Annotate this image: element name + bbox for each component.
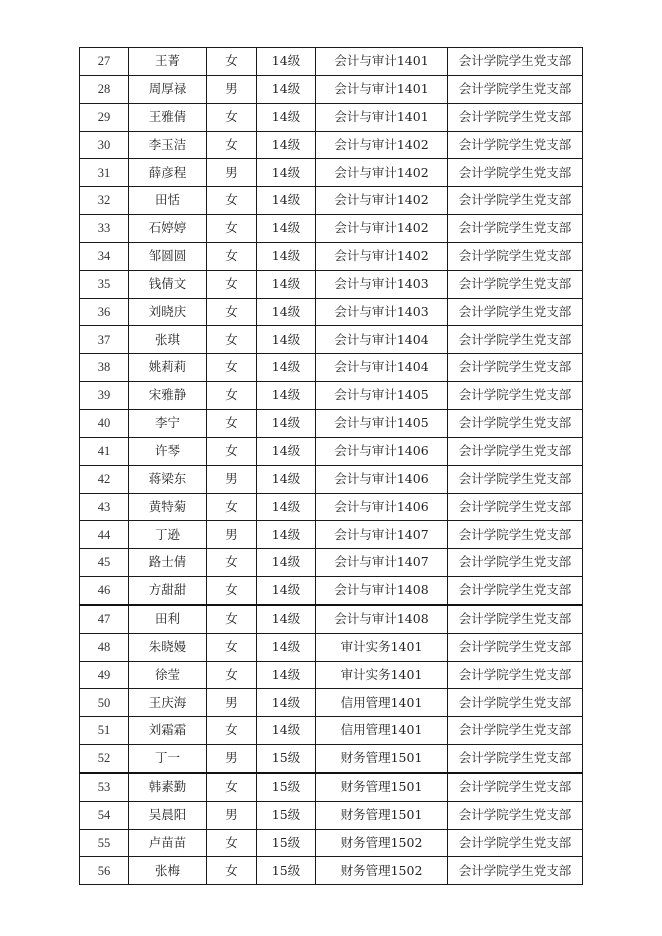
cell-gender: 男: [207, 159, 257, 187]
cell-gender: 男: [207, 465, 257, 493]
cell-gender: 男: [207, 689, 257, 717]
cell-grade: 14级: [257, 549, 316, 577]
cell-gender: 女: [207, 605, 257, 633]
cell-number: 52: [80, 745, 129, 773]
cell-number: 40: [80, 409, 129, 437]
cell-branch: 会计学院学生党支部: [448, 521, 583, 549]
cell-grade: 14级: [257, 103, 316, 131]
cell-class: 会计与审计1403: [316, 298, 448, 326]
cell-grade: 14级: [257, 75, 316, 103]
cell-number: 44: [80, 521, 129, 549]
cell-gender: 女: [207, 493, 257, 521]
cell-class: 财务管理1501: [316, 745, 448, 773]
cell-name: 徐莹: [129, 661, 207, 689]
cell-class: 会计与审计1401: [316, 103, 448, 131]
table-row: [80, 159, 583, 187]
cell-number: 56: [80, 857, 129, 885]
table-row: [80, 661, 583, 689]
cell-class: 会计与审计1402: [316, 215, 448, 243]
cell-gender: 女: [207, 577, 257, 605]
cell-class: 会计与审计1408: [316, 577, 448, 605]
table-row: [80, 131, 583, 159]
cell-class: 财务管理1502: [316, 857, 448, 885]
cell-gender: 女: [207, 773, 257, 801]
cell-grade: 14级: [257, 215, 316, 243]
cell-name: 薛彦程: [129, 159, 207, 187]
cell-class: 会计与审计1404: [316, 354, 448, 382]
cell-branch: 会计学院学生党支部: [448, 48, 583, 76]
cell-name: 方甜甜: [129, 577, 207, 605]
cell-grade: 14级: [257, 187, 316, 215]
cell-grade: 15级: [257, 829, 316, 857]
cell-grade: 14级: [257, 689, 316, 717]
cell-name: 李宁: [129, 409, 207, 437]
cell-branch: 会计学院学生党支部: [448, 857, 583, 885]
cell-branch: 会计学院学生党支部: [448, 745, 583, 773]
table-row: [80, 270, 583, 298]
cell-gender: 女: [207, 103, 257, 131]
cell-grade: 14级: [257, 521, 316, 549]
cell-branch: 会计学院学生党支部: [448, 159, 583, 187]
cell-number: 29: [80, 103, 129, 131]
cell-class: 会计与审计1403: [316, 270, 448, 298]
table-row: [80, 326, 583, 354]
cell-number: 54: [80, 801, 129, 829]
cell-branch: 会计学院学生党支部: [448, 270, 583, 298]
cell-grade: 14级: [257, 48, 316, 76]
cell-grade: 14级: [257, 577, 316, 605]
cell-gender: 女: [207, 857, 257, 885]
cell-branch: 会计学院学生党支部: [448, 801, 583, 829]
cell-name: 刘晓庆: [129, 298, 207, 326]
cell-number: 53: [80, 773, 129, 801]
cell-gender: 男: [207, 75, 257, 103]
cell-gender: 女: [207, 633, 257, 661]
cell-gender: 女: [207, 215, 257, 243]
cell-gender: 女: [207, 717, 257, 745]
cell-branch: 会计学院学生党支部: [448, 409, 583, 437]
roster-table-body: [80, 48, 583, 885]
cell-gender: 女: [207, 242, 257, 270]
table-row: [80, 382, 583, 410]
cell-number: 39: [80, 382, 129, 410]
cell-grade: 14级: [257, 159, 316, 187]
cell-gender: 女: [207, 326, 257, 354]
cell-class: 审计实务1401: [316, 633, 448, 661]
cell-branch: 会计学院学生党支部: [448, 717, 583, 745]
cell-number: 36: [80, 298, 129, 326]
cell-class: 会计与审计1405: [316, 409, 448, 437]
cell-gender: 男: [207, 745, 257, 773]
cell-gender: 男: [207, 801, 257, 829]
cell-number: 38: [80, 354, 129, 382]
cell-branch: 会计学院学生党支部: [448, 829, 583, 857]
cell-gender: 女: [207, 48, 257, 76]
cell-number: 37: [80, 326, 129, 354]
table-row: [80, 745, 583, 773]
cell-number: 30: [80, 131, 129, 159]
cell-number: 48: [80, 633, 129, 661]
table-row: [80, 577, 583, 605]
cell-class: 信用管理1401: [316, 689, 448, 717]
cell-branch: 会计学院学生党支部: [448, 549, 583, 577]
cell-number: 51: [80, 717, 129, 745]
table-row: [80, 242, 583, 270]
table-row: [80, 549, 583, 577]
cell-name: 张梅: [129, 857, 207, 885]
cell-grade: 14级: [257, 633, 316, 661]
table-row: [80, 354, 583, 382]
cell-name: 路士倩: [129, 549, 207, 577]
cell-class: 会计与审计1405: [316, 382, 448, 410]
cell-class: 财务管理1501: [316, 801, 448, 829]
table-row: [80, 215, 583, 243]
cell-name: 黄特菊: [129, 493, 207, 521]
cell-branch: 会计学院学生党支部: [448, 633, 583, 661]
cell-gender: 女: [207, 131, 257, 159]
cell-grade: 14级: [257, 354, 316, 382]
cell-class: 财务管理1501: [316, 773, 448, 801]
cell-number: 43: [80, 493, 129, 521]
cell-gender: 女: [207, 382, 257, 410]
cell-gender: 女: [207, 298, 257, 326]
cell-branch: 会计学院学生党支部: [448, 242, 583, 270]
cell-branch: 会计学院学生党支部: [448, 437, 583, 465]
cell-grade: 14级: [257, 717, 316, 745]
cell-name: 张琪: [129, 326, 207, 354]
cell-name: 石婷婷: [129, 215, 207, 243]
cell-number: 46: [80, 577, 129, 605]
cell-number: 45: [80, 549, 129, 577]
cell-number: 28: [80, 75, 129, 103]
cell-name: 韩素勤: [129, 773, 207, 801]
cell-gender: 女: [207, 270, 257, 298]
cell-number: 35: [80, 270, 129, 298]
cell-branch: 会计学院学生党支部: [448, 298, 583, 326]
cell-number: 49: [80, 661, 129, 689]
cell-class: 会计与审计1402: [316, 159, 448, 187]
cell-name: 蒋梁东: [129, 465, 207, 493]
cell-name: 王菁: [129, 48, 207, 76]
cell-grade: 14级: [257, 465, 316, 493]
table-row: [80, 773, 583, 801]
table-row: [80, 493, 583, 521]
cell-number: 50: [80, 689, 129, 717]
cell-number: 55: [80, 829, 129, 857]
roster-table: [79, 47, 583, 885]
table-row: [80, 298, 583, 326]
table-row: [80, 717, 583, 745]
cell-grade: 14级: [257, 298, 316, 326]
cell-branch: 会计学院学生党支部: [448, 326, 583, 354]
cell-name: 丁一: [129, 745, 207, 773]
cell-class: 会计与审计1402: [316, 242, 448, 270]
cell-branch: 会计学院学生党支部: [448, 493, 583, 521]
table-row: [80, 829, 583, 857]
cell-branch: 会计学院学生党支部: [448, 103, 583, 131]
table-row: [80, 801, 583, 829]
cell-class: 会计与审计1402: [316, 187, 448, 215]
cell-branch: 会计学院学生党支部: [448, 354, 583, 382]
cell-number: 27: [80, 48, 129, 76]
cell-gender: 女: [207, 409, 257, 437]
cell-class: 会计与审计1406: [316, 493, 448, 521]
cell-branch: 会计学院学生党支部: [448, 605, 583, 633]
cell-name: 田恬: [129, 187, 207, 215]
cell-class: 财务管理1502: [316, 829, 448, 857]
cell-gender: 女: [207, 829, 257, 857]
cell-grade: 15级: [257, 773, 316, 801]
table-row: [80, 75, 583, 103]
cell-name: 王庆海: [129, 689, 207, 717]
cell-number: 33: [80, 215, 129, 243]
cell-branch: 会计学院学生党支部: [448, 382, 583, 410]
cell-grade: 14级: [257, 382, 316, 410]
cell-branch: 会计学院学生党支部: [448, 689, 583, 717]
cell-gender: 女: [207, 187, 257, 215]
cell-grade: 14级: [257, 437, 316, 465]
cell-number: 32: [80, 187, 129, 215]
cell-number: 34: [80, 242, 129, 270]
cell-grade: 14级: [257, 326, 316, 354]
cell-name: 钱倩文: [129, 270, 207, 298]
cell-gender: 男: [207, 521, 257, 549]
cell-class: 会计与审计1407: [316, 549, 448, 577]
cell-branch: 会计学院学生党支部: [448, 577, 583, 605]
cell-class: 会计与审计1404: [316, 326, 448, 354]
cell-name: 吴晨阳: [129, 801, 207, 829]
cell-grade: 14级: [257, 242, 316, 270]
cell-name: 许琴: [129, 437, 207, 465]
cell-branch: 会计学院学生党支部: [448, 661, 583, 689]
cell-grade: 14级: [257, 270, 316, 298]
cell-number: 47: [80, 605, 129, 633]
cell-branch: 会计学院学生党支部: [448, 465, 583, 493]
cell-name: 李玉洁: [129, 131, 207, 159]
table-row: [80, 48, 583, 76]
cell-class: 会计与审计1402: [316, 131, 448, 159]
cell-branch: 会计学院学生党支部: [448, 75, 583, 103]
cell-grade: 14级: [257, 493, 316, 521]
cell-branch: 会计学院学生党支部: [448, 215, 583, 243]
cell-gender: 女: [207, 661, 257, 689]
cell-name: 朱晓嫚: [129, 633, 207, 661]
cell-class: 会计与审计1401: [316, 75, 448, 103]
cell-class: 审计实务1401: [316, 661, 448, 689]
table-row: [80, 857, 583, 885]
cell-number: 41: [80, 437, 129, 465]
table-row: [80, 409, 583, 437]
cell-class: 会计与审计1408: [316, 605, 448, 633]
cell-number: 31: [80, 159, 129, 187]
cell-name: 姚莉莉: [129, 354, 207, 382]
table-row: [80, 437, 583, 465]
cell-gender: 女: [207, 549, 257, 577]
cell-number: 42: [80, 465, 129, 493]
cell-grade: 15级: [257, 801, 316, 829]
cell-class: 会计与审计1406: [316, 465, 448, 493]
cell-name: 王雅倩: [129, 103, 207, 131]
table-row: [80, 633, 583, 661]
cell-name: 周厚禄: [129, 75, 207, 103]
cell-grade: 14级: [257, 131, 316, 159]
cell-grade: 14级: [257, 409, 316, 437]
cell-grade: 15级: [257, 857, 316, 885]
cell-name: 刘霜霜: [129, 717, 207, 745]
cell-branch: 会计学院学生党支部: [448, 187, 583, 215]
cell-gender: 女: [207, 354, 257, 382]
cell-grade: 14级: [257, 661, 316, 689]
table-row: [80, 689, 583, 717]
table-row: [80, 521, 583, 549]
cell-class: 会计与审计1401: [316, 48, 448, 76]
cell-branch: 会计学院学生党支部: [448, 773, 583, 801]
cell-name: 田利: [129, 605, 207, 633]
cell-class: 信用管理1401: [316, 717, 448, 745]
cell-name: 丁逊: [129, 521, 207, 549]
table-row: [80, 605, 583, 633]
cell-class: 会计与审计1406: [316, 437, 448, 465]
cell-name: 宋雅静: [129, 382, 207, 410]
cell-branch: 会计学院学生党支部: [448, 131, 583, 159]
table-row: [80, 187, 583, 215]
cell-gender: 女: [207, 437, 257, 465]
cell-grade: 15级: [257, 745, 316, 773]
cell-grade: 14级: [257, 605, 316, 633]
cell-name: 卢苗苗: [129, 829, 207, 857]
table-row: [80, 103, 583, 131]
table-row: [80, 465, 583, 493]
cell-name: 邹圆圆: [129, 242, 207, 270]
cell-class: 会计与审计1407: [316, 521, 448, 549]
